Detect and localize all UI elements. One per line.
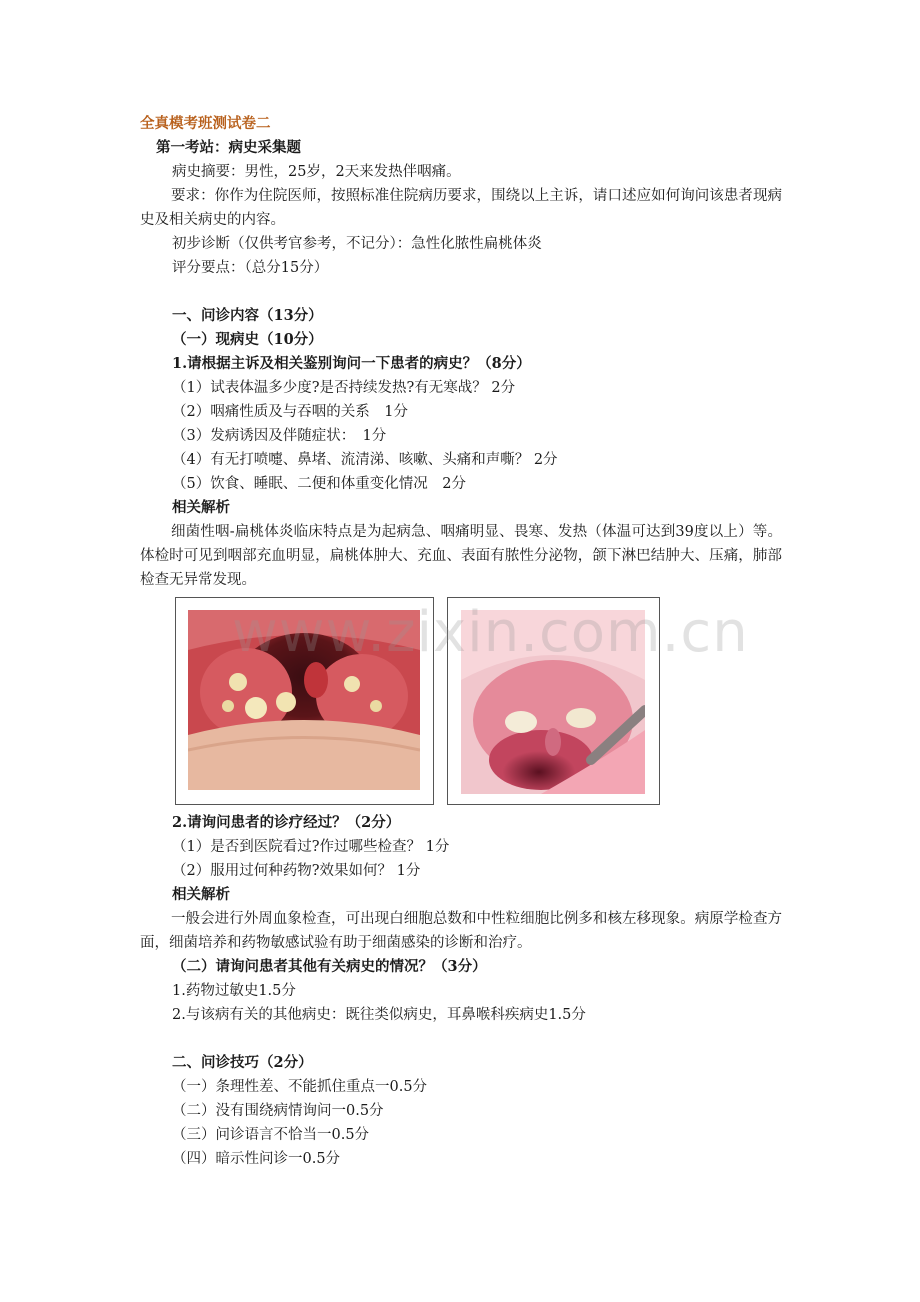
analysis-label-1: 相关解析 xyxy=(172,499,230,516)
sub2-item: 1.药物过敏史1.5分 xyxy=(172,983,296,999)
analysis-text-2: 一般会进行外周血象检查，可出现白细胞总数和中性粒细胞比例多和核左移现象。病原学检查方面，细菌培养和药物敏感试验有助于细菌感染的诊断和治疗。 xyxy=(140,911,782,951)
section-1-heading: 一、问诊内容（13分） xyxy=(172,307,323,324)
subsection-2-heading: （二）请询问患者其他有关病史的情况？（3分） xyxy=(172,958,487,975)
requirement-text: 要求：你作为住院医师，按照标准住院病历要求，围绕以上主诉，请口述应如何询问该患者现病史及相关病史的内容。 xyxy=(140,188,782,228)
tonsillitis-photo-1 xyxy=(175,597,434,805)
q1-item: （3）发病诱因及伴随症状： 1分 xyxy=(172,428,387,444)
section2-item: （二）没有围绕病情询问一0.5分 xyxy=(172,1103,384,1119)
scoring-points: 评分要点：（总分15分） xyxy=(172,260,329,276)
preliminary-diagnosis: 初步诊断（仅供考官参考，不记分）：急性化脓性扁桃体炎 xyxy=(172,236,542,252)
history-summary: 病史摘要：男性，25岁，2天来发热伴咽痛。 xyxy=(172,164,461,180)
throat-image-2 xyxy=(461,610,645,794)
q1-item: （1）试表体温多少度?是否持续发热?有无寒战？ 2分 xyxy=(172,380,516,396)
section2-item: （四）暗示性问诊一0.5分 xyxy=(172,1151,341,1167)
q1-item: （5）饮食、睡眠、二便和体重变化情况 2分 xyxy=(172,476,466,492)
doc-title: 全真模考班测试卷二 xyxy=(140,115,271,132)
q2-item: （2）服用过何种药物?效果如何？ 1分 xyxy=(172,863,421,879)
q2-item: （1）是否到医院看过?作过哪些检查？ 1分 xyxy=(172,839,450,855)
station-heading: 第一考站：病史采集题 xyxy=(156,139,301,156)
question-2: 2.请询问患者的诊疗经过？（2分） xyxy=(172,814,401,831)
watermark: www.zixin.com.cn xyxy=(232,600,749,665)
section2-item: （一）条理性差、不能抓住重点一0.5分 xyxy=(172,1079,428,1095)
section-2-heading: 二、问诊技巧（2分） xyxy=(172,1054,313,1071)
q1-item: （4）有无打喷嚏、鼻堵、流清涕、咳嗽、头痛和声嘶？ 2分 xyxy=(172,452,558,468)
subsection-1-heading: （一）现病史（10分） xyxy=(172,331,323,348)
throat-image-1 xyxy=(188,610,420,790)
section2-item: （三）问诊语言不恰当一0.5分 xyxy=(172,1127,370,1143)
question-1: 1.请根据主诉及相关鉴别询问一下患者的病史？（8分） xyxy=(172,355,531,372)
analysis-label-2: 相关解析 xyxy=(172,886,230,903)
analysis-text-1: 细菌性咽-扁桃体炎临床特点是为起病急、咽痛明显、畏寒、发热（体温可达到39度以上）等。体检时可见到咽部充血明显，扁桃体肿大、充血、表面有脓性分泌物，颌下淋巴结肿大、压痛，肺部检查无异常发现。 xyxy=(140,524,782,588)
q1-item: （2）咽痛性质及与吞咽的关系 1分 xyxy=(172,404,408,420)
tonsillitis-photo-2 xyxy=(447,597,660,805)
sub2-item: 2.与该病有关的其他病史：既往类似病史，耳鼻喉科疾病史1.5分 xyxy=(172,1007,586,1023)
